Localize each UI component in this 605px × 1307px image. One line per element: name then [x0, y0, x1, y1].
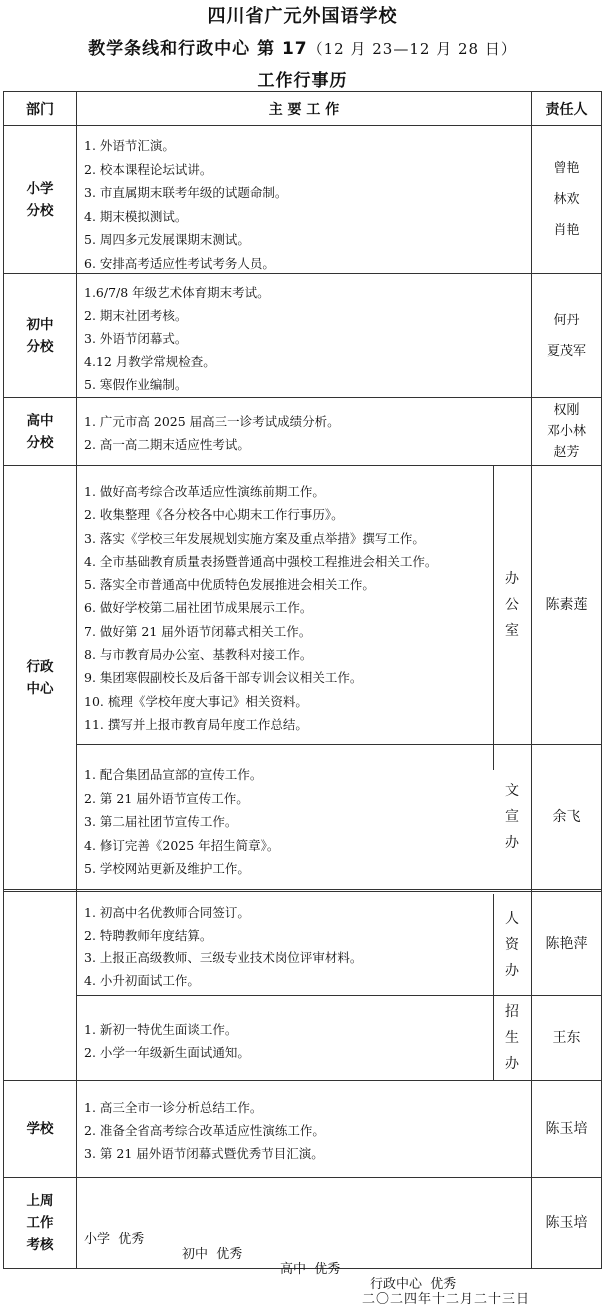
dept-primary: 小学 分校 [26, 180, 54, 219]
list-item: 1. 初高中名优教师合同签订。 [84, 905, 250, 920]
junior-work-list [84, 281, 270, 396]
publicity-label: 文 宣 办 [505, 783, 519, 851]
week-number: 第 17 [257, 39, 308, 59]
admissions-label: 招 生 办 [505, 1004, 519, 1072]
list-item: 1. 高三全市一诊分析总结工作。 [84, 1100, 263, 1115]
review-entry-primary: 小学 优秀 [84, 1232, 145, 1247]
list-item: 5. 落实全市普通高中优质特色发展推进会相关工作。 [84, 577, 375, 593]
list-item: 2. 特聘教师年度结算。 [84, 927, 213, 943]
hr-responsible: 陈艳萍 [545, 936, 588, 952]
senior-work-list [84, 410, 340, 456]
review-responsible: 陈玉培 [545, 1214, 588, 1231]
primary-responsible: 曾艳 林欢 肖艳 [553, 161, 580, 238]
school-work-list [84, 1096, 325, 1165]
list-item: 1. 配合集团品宣部的宣传工作。 [84, 767, 263, 782]
review-entry-junior: 初中 优秀 [182, 1247, 243, 1262]
header-dept: 部门 [26, 101, 54, 118]
office-label: 办 公 室 [505, 571, 519, 639]
list-item: 6. 做好学校第二届社团节成果展示工作。 [84, 600, 313, 616]
review-entry-senior: 高中 优秀 [280, 1262, 341, 1277]
list-item: 3. 第 21 届外语节闭幕式暨优秀节目汇演。 [84, 1146, 324, 1161]
dept-school: 学校 [26, 1121, 54, 1137]
primary-work-list [84, 134, 287, 275]
hr-work-list [84, 902, 362, 992]
list-item: 2. 收集整理《各分校各中心期末工作行事历》。 [84, 507, 344, 523]
list-item: 1. 广元市高 2025 届高三一诊考试成绩分析。 [84, 414, 340, 429]
list-item: 5. 周四多元发展课期末测试。 [84, 232, 250, 247]
document-title [0, 34, 605, 59]
list-item: 1.6/7/8 年级艺术体育期末考试。 [84, 285, 270, 300]
junior-responsible: 何丹 夏茂军 [546, 312, 586, 359]
review-entry-admin: 行政中心 优秀 [370, 1277, 457, 1292]
list-item: 4. 全市基础教育质量表扬暨普通高中强校工程推进会相关工作。 [84, 553, 438, 569]
review-list [84, 1213, 457, 1292]
list-item: 2. 准备全省高考综合改革适应性演练工作。 [84, 1123, 325, 1138]
list-item: 5. 寒假作业编制。 [84, 377, 188, 392]
list-item: 3. 外语节闭幕式。 [84, 331, 188, 346]
dept-admin: 行政 中心 [26, 658, 54, 697]
list-item: 3. 市直属期末联考年级的试题命制。 [84, 185, 288, 200]
date-range: （12 月 23—12 月 28 日） [307, 40, 517, 58]
list-item: 2. 期末社团考核。 [84, 308, 188, 323]
office-work-list [84, 480, 437, 736]
list-item: 2. 第 21 届外语节宣传工作。 [84, 790, 249, 806]
list-item: 2. 校本课程论坛试讲。 [84, 161, 213, 177]
list-item: 6. 安排高考适应性考试考务人员。 [84, 255, 275, 271]
list-item: 8. 与市教育局办公室、基教科对接工作。 [84, 647, 313, 663]
header-responsible: 责任人 [545, 101, 588, 118]
senior-responsible: 权刚 邓小林 赵芳 [546, 403, 586, 460]
office-responsible: 陈素莲 [545, 596, 588, 613]
list-item: 2. 高一高二期末适应性考试。 [84, 437, 250, 452]
document-subtitle: 工作行事历 [257, 71, 348, 91]
list-item: 5. 学校网站更新及维护工作。 [84, 861, 250, 876]
list-item: 3. 落实《学校三年发展规划实施方案及重点举措》撰写工作。 [84, 530, 425, 546]
school-name: 四川省广元外国语学校 [207, 6, 398, 27]
dept-review: 上周 工作 考核 [26, 1193, 54, 1253]
list-item: 1. 新初一特优生面谈工作。 [84, 1022, 238, 1037]
list-item: 4. 期末模拟测试。 [84, 208, 188, 224]
list-item: 11. 撰写并上报市教育局年度工作总结。 [84, 716, 308, 732]
list-item: 3. 第二届社团节宣传工作。 [84, 814, 238, 829]
list-item: 9. 集团寒假副校长及后备干部专训会议相关工作。 [84, 670, 363, 686]
publicity-responsible: 余飞 [552, 808, 581, 825]
dept-junior: 初中 分校 [26, 316, 54, 355]
admissions-responsible: 王东 [552, 1029, 581, 1046]
footer-date: 二〇二四年十二月二十三日 [362, 1292, 531, 1307]
list-item: 2. 小学一年级新生面试通知。 [84, 1045, 250, 1060]
publicity-work-list [84, 763, 279, 881]
school-responsible: 陈玉培 [545, 1120, 588, 1137]
list-item: 1. 外语节汇演。 [84, 138, 175, 153]
list-item: 4. 小升初面试工作。 [84, 972, 200, 988]
admissions-work-list [84, 1018, 250, 1064]
list-item: 1. 做好高考综合改革适应性演练前期工作。 [84, 484, 325, 499]
list-item: 4. 修订完善《2025 年招生简章》。 [84, 837, 280, 853]
list-item: 4.12 月教学常规检查。 [84, 354, 216, 369]
title-prefix: 教学条线和行政中心 [88, 39, 251, 59]
header-work: 主 要 工 作 [268, 101, 340, 118]
list-item: 7. 做好第 21 届外语节闭幕式相关工作。 [84, 623, 312, 639]
dept-senior: 高中 分校 [26, 412, 54, 451]
list-item: 3. 上报正高级教师、三级专业技术岗位评审材料。 [84, 950, 363, 965]
hr-label: 人 资 办 [505, 910, 519, 979]
list-item: 10. 梳理《学校年度大事记》相关资料。 [84, 693, 308, 709]
